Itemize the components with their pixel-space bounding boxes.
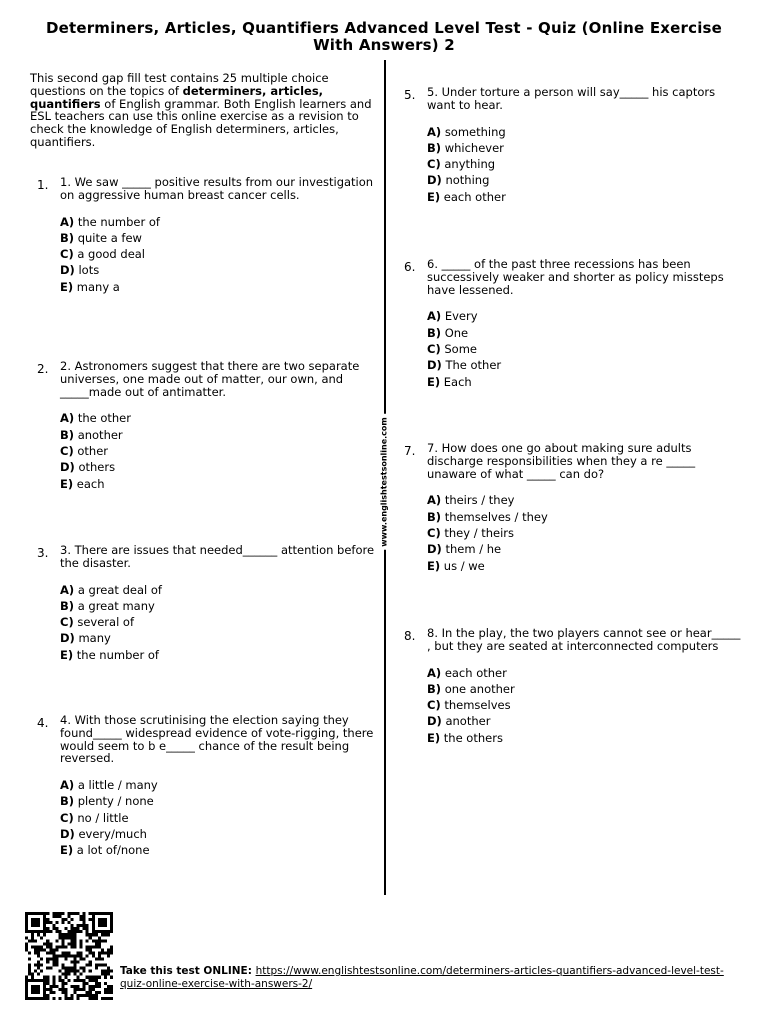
option-letter: C) xyxy=(60,443,74,458)
option[interactable] xyxy=(60,614,380,630)
option-text: they / theirs xyxy=(444,525,515,540)
options-list xyxy=(60,582,380,663)
option-letter: D) xyxy=(427,173,442,188)
option-text: the other xyxy=(77,411,131,426)
option-text: no / little xyxy=(77,810,129,825)
option[interactable] xyxy=(60,777,380,793)
option[interactable] xyxy=(60,443,380,459)
option[interactable] xyxy=(427,140,742,156)
option-letter: B) xyxy=(427,509,442,524)
intro-text-1: This second gap fill test contains 25 multiple choice questions on the topics of xyxy=(30,71,329,98)
qr-code-icon[interactable] xyxy=(25,912,113,1000)
option-text: the number of xyxy=(76,647,159,662)
option-letter: E) xyxy=(427,189,441,204)
option-letter: E) xyxy=(60,647,74,662)
option[interactable] xyxy=(427,665,742,681)
option-text: us / we xyxy=(443,558,485,573)
option[interactable] xyxy=(60,246,380,262)
intro-paragraph xyxy=(30,72,380,149)
option-text: another xyxy=(77,427,123,442)
option[interactable] xyxy=(427,341,742,357)
option-letter: D) xyxy=(60,827,75,842)
option-text: many a xyxy=(76,279,120,294)
option-text: many xyxy=(78,631,111,646)
question-6 xyxy=(397,258,742,390)
option[interactable] xyxy=(60,214,380,230)
option-letter: D) xyxy=(427,714,442,729)
option-letter: A) xyxy=(60,214,75,229)
option-text: several of xyxy=(77,615,135,630)
option-letter: B) xyxy=(60,230,75,245)
option-letter: D) xyxy=(427,358,442,373)
option-letter: E) xyxy=(427,374,441,389)
option[interactable] xyxy=(427,681,742,697)
option-text: One xyxy=(444,325,469,340)
question-text: 1. We saw _____ positive results from our investigation on aggressive human breast cancer cells. xyxy=(60,175,374,202)
option[interactable] xyxy=(427,325,742,341)
option-letter: A) xyxy=(60,411,75,426)
footer xyxy=(120,965,740,990)
option-text: nothing xyxy=(445,173,490,188)
option-letter: C) xyxy=(427,157,441,172)
option[interactable] xyxy=(60,279,380,295)
option-text: each other xyxy=(444,665,507,680)
option[interactable] xyxy=(427,558,742,574)
option[interactable] xyxy=(60,826,380,842)
option-letter: B) xyxy=(427,681,442,696)
option[interactable] xyxy=(60,230,380,246)
option-letter: A) xyxy=(427,665,442,680)
option-letter: B) xyxy=(427,140,442,155)
option[interactable] xyxy=(60,427,380,443)
option-letter: C) xyxy=(60,247,74,262)
option-text: themselves xyxy=(444,698,511,713)
question-text: 7. How does one go about making sure adults discharge responsibilities when they a re _____ unaware of what _____ can do? xyxy=(427,441,696,481)
question-number: 5. xyxy=(404,88,416,102)
option[interactable] xyxy=(427,189,742,205)
option[interactable] xyxy=(427,541,742,557)
question-8 xyxy=(397,627,742,746)
options-list xyxy=(60,214,380,295)
option-letter: D) xyxy=(60,631,75,646)
question-text: 6. _____ of the past three recessions has been successively weaker and shorter as policy missteps have lessened. xyxy=(427,257,724,297)
option[interactable] xyxy=(427,509,742,525)
option-text: each other xyxy=(443,189,506,204)
question-number: 6. xyxy=(404,260,416,274)
option-letter: D) xyxy=(60,263,75,278)
option-letter: D) xyxy=(427,542,442,557)
option[interactable] xyxy=(60,630,380,646)
option-text: Every xyxy=(444,309,478,324)
question-number: 4. xyxy=(37,716,49,730)
option-text: every/much xyxy=(78,827,147,842)
options-list xyxy=(427,124,742,205)
option-text: the number of xyxy=(77,214,160,229)
option[interactable] xyxy=(60,647,380,663)
question-number: 3. xyxy=(37,546,49,560)
option-text: others xyxy=(78,460,116,475)
option-letter: C) xyxy=(427,525,441,540)
question-5 xyxy=(397,86,742,205)
option-letter: A) xyxy=(60,778,75,793)
options-list xyxy=(427,308,742,389)
option-text: lots xyxy=(78,263,100,278)
option-letter: A) xyxy=(427,493,442,508)
option-letter: B) xyxy=(60,427,75,442)
left-column xyxy=(30,71,380,858)
option-letter: E) xyxy=(60,843,74,858)
option-text: a lot of/none xyxy=(76,843,150,858)
option-text: one another xyxy=(444,681,515,696)
option-text: a great deal of xyxy=(77,582,162,597)
option[interactable] xyxy=(427,124,742,140)
intro-text-2: of English grammar. Both English learners and ESL teachers can use this online exercise as a revision to check the knowledge of English determiners, articles, quantifiers. xyxy=(30,96,372,149)
option[interactable] xyxy=(60,410,380,426)
option-text: them / he xyxy=(445,542,502,557)
side-url-text: www.englishtestsonline.com xyxy=(380,414,389,550)
option[interactable] xyxy=(427,357,742,373)
option[interactable] xyxy=(427,172,742,188)
options-list xyxy=(427,492,742,573)
option-letter: C) xyxy=(60,615,74,630)
option-letter: D) xyxy=(60,460,75,475)
option-text: Some xyxy=(444,341,477,356)
question-2 xyxy=(30,360,380,492)
option[interactable] xyxy=(427,713,742,729)
option-letter: B) xyxy=(60,598,75,613)
footer-label: Take this test ONLINE: xyxy=(120,965,256,977)
options-list xyxy=(427,665,742,746)
option[interactable] xyxy=(60,842,380,858)
option-text: whichever xyxy=(444,140,504,155)
options-list xyxy=(60,410,380,491)
option[interactable] xyxy=(427,156,742,172)
option-letter: E) xyxy=(60,476,74,491)
option[interactable] xyxy=(60,262,380,278)
option-letter: B) xyxy=(427,325,442,340)
option[interactable] xyxy=(427,525,742,541)
question-1 xyxy=(30,176,380,295)
question-text: 3. There are issues that needed______ attention before the disaster. xyxy=(60,543,375,570)
option[interactable] xyxy=(60,459,380,475)
option[interactable] xyxy=(427,308,742,324)
question-4 xyxy=(30,714,380,859)
question-text: 2. Astronomers suggest that there are two separate universes, one made out of matter, our own, and _____made out of antimatter. xyxy=(60,359,360,399)
option[interactable] xyxy=(60,810,380,826)
option[interactable] xyxy=(427,374,742,390)
option-text: each xyxy=(76,476,105,491)
option-text: themselves / they xyxy=(444,509,548,524)
question-number: 8. xyxy=(404,629,416,643)
option[interactable] xyxy=(60,582,380,598)
option-letter: C) xyxy=(60,810,74,825)
question-text: 4. With those scrutinising the election saying they found_____ widespread evidence of vote-rigging, there would seem to b e_____ chance of the result being reversed. xyxy=(60,713,374,766)
option-letter: A) xyxy=(60,582,75,597)
option-text: The other xyxy=(445,358,502,373)
option-text: theirs / they xyxy=(444,493,515,508)
question-number: 7. xyxy=(404,444,416,458)
option-text: a great many xyxy=(77,598,155,613)
test-online-link[interactable]: https://www.englishtestsonline.com/determiners-articles-quantifiers-advanced-level-test-quiz-online-exercise-with-answers-2/ xyxy=(120,965,724,990)
option-letter: C) xyxy=(427,698,441,713)
option-text: anything xyxy=(444,157,496,172)
question-number: 1. xyxy=(37,178,49,192)
option-text: Each xyxy=(443,374,472,389)
option-text: quite a few xyxy=(77,230,142,245)
question-7 xyxy=(397,442,742,574)
question-3 xyxy=(30,544,380,663)
option[interactable] xyxy=(60,476,380,492)
option-letter: E) xyxy=(427,558,441,573)
intro-bold-topics: determiners, articles, quantifiers xyxy=(30,83,324,111)
question-text: 5. Under torture a person will say_____ his captors want to hear. xyxy=(427,85,716,112)
options-list xyxy=(60,777,380,858)
option[interactable] xyxy=(427,730,742,746)
qr-code-graphic xyxy=(25,912,113,1000)
option-text: a little / many xyxy=(77,778,158,793)
option-letter: B) xyxy=(60,794,75,809)
option-text: something xyxy=(444,124,506,139)
option[interactable] xyxy=(427,697,742,713)
option-text: the others xyxy=(443,730,503,745)
option-letter: E) xyxy=(60,279,74,294)
option[interactable] xyxy=(60,598,380,614)
page-title: Determiners, Articles, Quantifiers Advanced Level Test - Quiz (Online Exercise With Answers) 2 xyxy=(45,19,723,54)
option[interactable] xyxy=(60,793,380,809)
option[interactable] xyxy=(427,492,742,508)
option-text: plenty / none xyxy=(77,794,154,809)
option-text: another xyxy=(445,714,491,729)
option-text: other xyxy=(77,443,108,458)
option-text: a good deal xyxy=(77,247,146,262)
option-letter: A) xyxy=(427,309,442,324)
option-letter: E) xyxy=(427,730,441,745)
option-letter: C) xyxy=(427,341,441,356)
question-text: 8. In the play, the two players cannot see or hear_____ , but they are seated at interconnected computers xyxy=(427,626,741,653)
option-letter: A) xyxy=(427,124,442,139)
question-number: 2. xyxy=(37,362,49,376)
